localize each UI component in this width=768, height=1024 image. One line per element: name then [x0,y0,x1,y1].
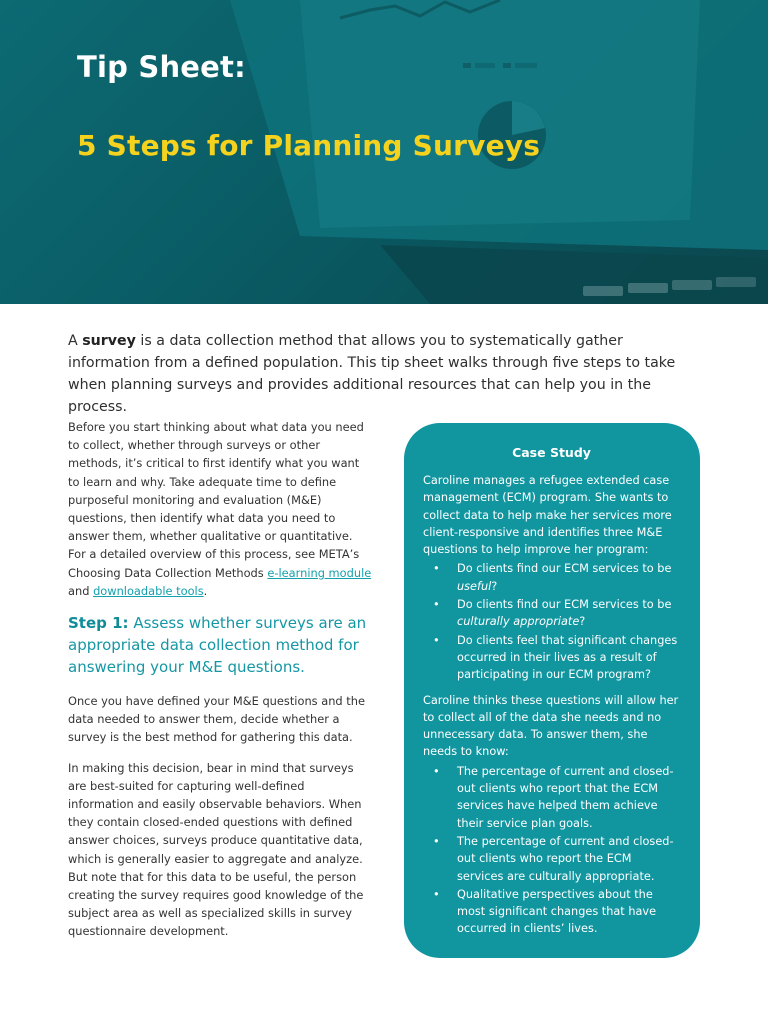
list-item: • The percentage of current and closed-out clients who report that the ECM services have helped them achieve their service plan goals. [433,764,674,830]
case-study-box [404,423,700,958]
downloadable-tools-link[interactable]: downloadable tools [93,583,204,598]
case-study-intro: Caroline manages a refugee extended case management (ECM) program. She wants to collect data to help make her services more client-responsive and identifies three M&E questions to help improve her program: [423,474,672,557]
bullet-icon: • [433,633,440,647]
overview-paragraph: Before you start thinking about what data you need to collect, whether through surveys or other methods, it’s critical to first identify what you want to learn and why. Take adequate time to define purposeful monitoring and evaluation (M&E) questions, then identify what data you need to answer them, whether qualitative or quantitative. For a detailed overview of this process, see META’s Choosing Data Collection Methods e-learning module and downloadable tools. [68,420,372,598]
list-item: • Do clients feel that significant changes occurred in their lives as a result of participating in our ECM program? [433,633,678,682]
page-subtitle: 5 Steps for Planning Surveys [77,129,541,162]
bullet-icon: • [433,562,440,576]
e-learning-module-link[interactable]: e-learning module [267,565,372,580]
data-needs-list [423,763,680,938]
survey-keyword: survey [82,333,136,349]
me-questions-list [423,560,680,683]
bullet-icon: • [433,887,440,901]
step-1-paragraph-1: Once you have defined your M&E questions and the data needed to answer them, decide whether a survey is the best method for gathering this data. [68,694,365,745]
list-item: • Qualitative perspectives about the most significant changes that have occurred in clients’ lives. [433,887,657,936]
left-column [68,418,373,953]
step-1-label: Step 1: [68,614,129,633]
case-study-middle: Caroline thinks these questions will allow her to collect all of the data she needs and no unnecessary data. To answer them, she needs to know: [423,693,679,759]
case-study-title: Case Study [512,445,591,460]
intro-paragraph: A survey is a data collection method that allows you to systematically gather information from a defined population. This tip sheet walks through five steps to take when planning surveys and provides additional resources that can help you in the process. [68,333,676,415]
step-1-paragraph-2: In making this decision, bear in mind that surveys are best-suited for capturing well-defined information and easily observable behaviors. When they contain closed-ended questions with defined answer choices, surveys produce quantitative data, which is generally easier to aggregate and analyze. But note that for this data to be useful, the person creating the survey requires good knowledge of the subject area as well as specialized skills in survey questionnaire development. [68,760,364,939]
bullet-icon: • [433,764,440,778]
list-item: • Do clients find our ECM services to be culturally appropriate? [433,598,672,629]
list-item: • The percentage of current and closed-out clients who report the ECM services are culturally appropriate. [433,834,674,883]
bullet-icon: • [433,834,440,848]
header-banner [0,0,768,304]
step-1-title: Assess whether surveys are an appropriate data collection method for answering your M&E questions. [68,614,367,677]
list-item: • Do clients find our ECM services to be useful? [433,562,672,593]
page-title: Tip Sheet: [77,50,246,84]
step-1-heading [68,612,373,678]
bullet-icon: • [433,598,440,612]
